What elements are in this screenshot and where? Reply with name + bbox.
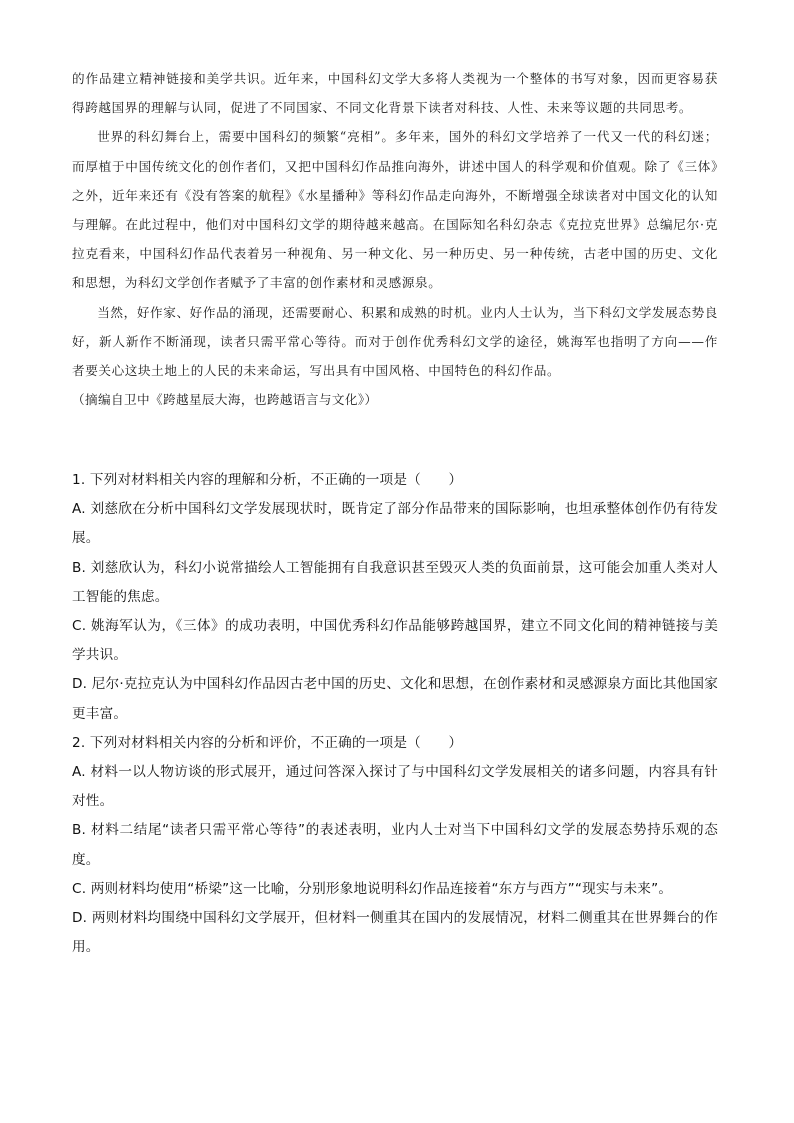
answer-option-a: A. 刘慈欣在分析中国科幻文学发展现状时，既肯定了部分作品带来的国际影响，也坦承整体创作仍有待发展。: [72, 501, 718, 547]
passage-source: （摘编自卫中《跨越星辰大海，也跨越语言与文化》）: [72, 392, 378, 408]
question-list: [72, 466, 718, 962]
reading-passage: [72, 64, 718, 414]
answer-option-b: B. 材料二结尾“读者只需平常心等待”的表述表明，业内人士对当下中国科幻文学的发展态势持乐观的态度。: [72, 822, 718, 868]
question-1: [72, 466, 718, 729]
answer-option-c: C. 姚海军认为，《三体》的成功表明，中国优秀科幻作品能够跨越国界，建立不同文化间的精神链接与美学共识。: [72, 618, 718, 664]
question-stem: 1. 下列对材料相关内容的理解和分析，不正确的一项是（ ）: [72, 472, 463, 488]
answer-option-a: A. 材料一以人物访谈的形式展开，通过问答深入探讨了与中国科幻文学发展相关的诸多问题，内容具有针对性。: [72, 764, 718, 810]
passage-paragraph: 当然，好作家、好作品的涌现，还需要耐心、积累和成熟的时机。业内人士认为，当下科幻文学发展态势良好，新人新作不断涌现，读者只需平常心等待。而对于创作优秀科幻文学的途径，姚海军也指明了方向——作者要关心这块土地上的人民的未来命运，写出具有中国风格、中国特色的科幻作品。: [72, 304, 718, 379]
answer-option-d: D. 尼尔·克拉克认为中国科幻作品因古老中国的历史、文化和思想，在创作素材和灵感源泉方面比其他国家更丰富。: [72, 676, 718, 722]
passage-paragraph: 世界的科幻舞台上，需要中国科幻的频繁“亮相”。多年来，国外的科幻文学培养了一代又一代的科幻迷；而厚植于中国传统文化的创作者们，又把中国科幻作品推向海外，讲述中国人的科学观和价值观。除了《三体》之外，近年来还有《没有答案的航程》《水星播种》等科幻作品走向海外，不断增强全球读者对中国文化的认知与理解。在此过程中，他们对中国科幻文学的期待越来越高。在国际知名科幻杂志《克拉克世界》总编尼尔·克拉克看来，中国科幻作品代表着另一种视角、另一种文化、另一种历史、另一种传统，古老中国的历史、文化和思想，为科幻文学创作者赋予了丰富的创作素材和灵感源泉。: [72, 129, 718, 291]
passage-paragraph: 的作品建立精神链接和美学共识。近年来，中国科幻文学大多将人类视为一个整体的书写对象，因而更容易获得跨越国界的理解与认同，促进了不同国家、不同文化背景下读者对科技、人性、未来等议题的共同思考。: [72, 71, 718, 116]
answer-option-d: D. 两则材料均围绕中国科幻文学展开，但材料一侧重其在国内的发展情况，材料二侧重其在世界舞台的作用。: [72, 910, 718, 956]
answer-option-b: B. 刘慈欣认为，科幻小说常描绘人工智能拥有自我意识甚至毁灭人类的负面前景，这可能会加重人类对人工智能的焦虑。: [72, 559, 718, 605]
answer-option-c: C. 两则材料均使用“桥梁”这一比喻，分别形象地说明科幻作品连接着“东方与西方”“现实与未来”。: [72, 880, 673, 897]
question-stem: 2. 下列对材料相关内容的分析和评价，不正确的一项是（ ）: [72, 734, 463, 751]
question-2: [72, 729, 718, 963]
